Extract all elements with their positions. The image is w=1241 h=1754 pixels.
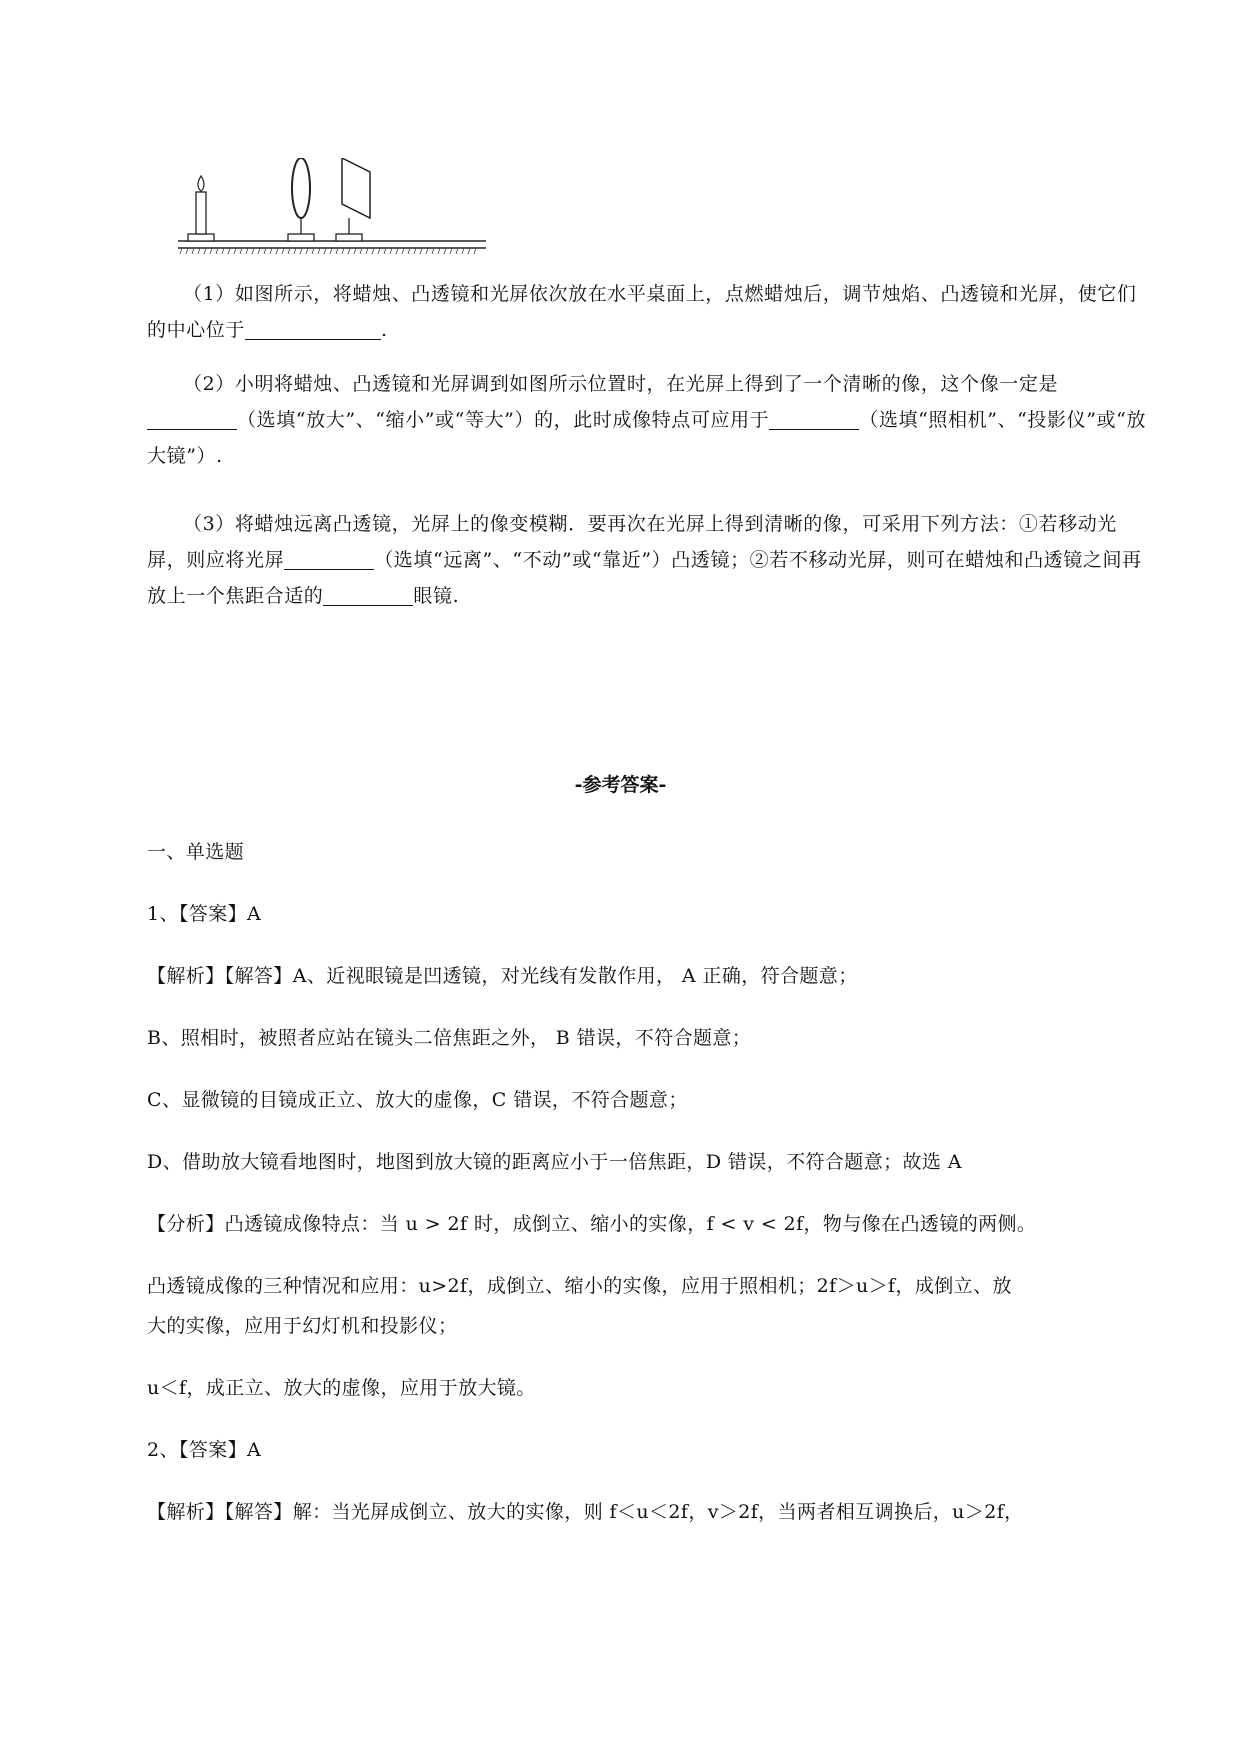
answer-blank[interactable] — [284, 549, 374, 570]
answer-line: 【解析】【解答】解：当光屏成倒立、放大的实像，则 f＜u＜2f，v＞2f，当两者相互调换后，u＞2f， — [147, 1501, 1024, 1523]
answer-line: 凸透镜成像的三种情况和应用：u>2f，成倒立、缩小的实像，应用于照相机；2f＞u＞f，成倒立、放 — [147, 1275, 1012, 1297]
answer-line: 大的实像，应用于幻灯机和投影仪； — [147, 1315, 458, 1337]
question-2 — [147, 366, 1147, 474]
question-3 — [147, 506, 1147, 614]
question-2-text-mid: （选填“放大”、“缩小”或“等大”）的，此时成像特点可应用于 — [237, 409, 770, 431]
answer-line: B、照相时，被照者应站在镜头二倍焦距之外， B 错误，不符合题意； — [147, 1027, 752, 1049]
convex-lens-icon — [288, 158, 314, 241]
question-2-text-end: （选填“照相机”、“投影仪”或“放大镜”）. — [147, 409, 1147, 467]
answer-line: C、显微镜的目镜成正立、放大的虚像，C 错误，不符合题意； — [147, 1089, 688, 1111]
question-3-text-end: 眼镜. — [413, 585, 460, 607]
optical-bench-figure — [170, 158, 490, 274]
answer-line: D、借助放大镜看地图时，地图到放大镜的距离应小于一倍焦距，D 错误，不符合题意；故选 A — [147, 1151, 962, 1173]
question-2-text: （2）小明将蜡烛、凸透镜和光屏调到如图所示位置时，在光屏上得到了一个清晰的像，这个像一定是 — [183, 373, 1059, 395]
answer-line: 2、【答案】A — [147, 1439, 262, 1461]
answer-line: u＜f，成正立、放大的虚像，应用于放大镜。 — [147, 1377, 536, 1399]
answers-heading: -参考答案- — [574, 774, 667, 796]
section-title: 一、单选题 — [147, 841, 245, 863]
answer-blank[interactable] — [323, 585, 413, 606]
answer-line: 【解析】【解答】A、近视眼镜是凹透镜，对光线有发散作用， A 正确，符合题意； — [147, 965, 858, 987]
question-1-text: （1）如图所示，将蜡烛、凸透镜和光屏依次放在水平桌面上，点燃蜡烛后，调节烛焰、凸透镜和光屏，使它们的中心位于 — [147, 283, 1137, 341]
answer-blank[interactable] — [769, 409, 859, 430]
question-3-text: （3）将蜡烛远离凸透镜，光屏上的像变模糊．要再次在光屏上得到清晰的像，可采用下列方法：①若移动光屏，则应将光屏 — [147, 513, 1117, 571]
candle-icon — [188, 176, 214, 241]
question-1 — [147, 276, 1147, 348]
light-screen-icon — [336, 158, 370, 241]
answer-blank[interactable] — [245, 319, 381, 340]
answer-blank[interactable] — [147, 409, 237, 430]
answer-line: 1、【答案】A — [147, 903, 262, 925]
answer-line: 【分析】凸透镜成像特点：当 u > 2f 时，成倒立、缩小的实像，f < v < 2f，物与像在凸透镜的两侧。 — [147, 1213, 1037, 1235]
question-3-text-mid: （选填“远离”、“不动”或“靠近”）凸透镜；②若不移动光屏，则可在蜡烛和凸透镜之间再放上一个焦距合适的 — [147, 549, 1142, 607]
question-1-end: . — [381, 319, 388, 341]
